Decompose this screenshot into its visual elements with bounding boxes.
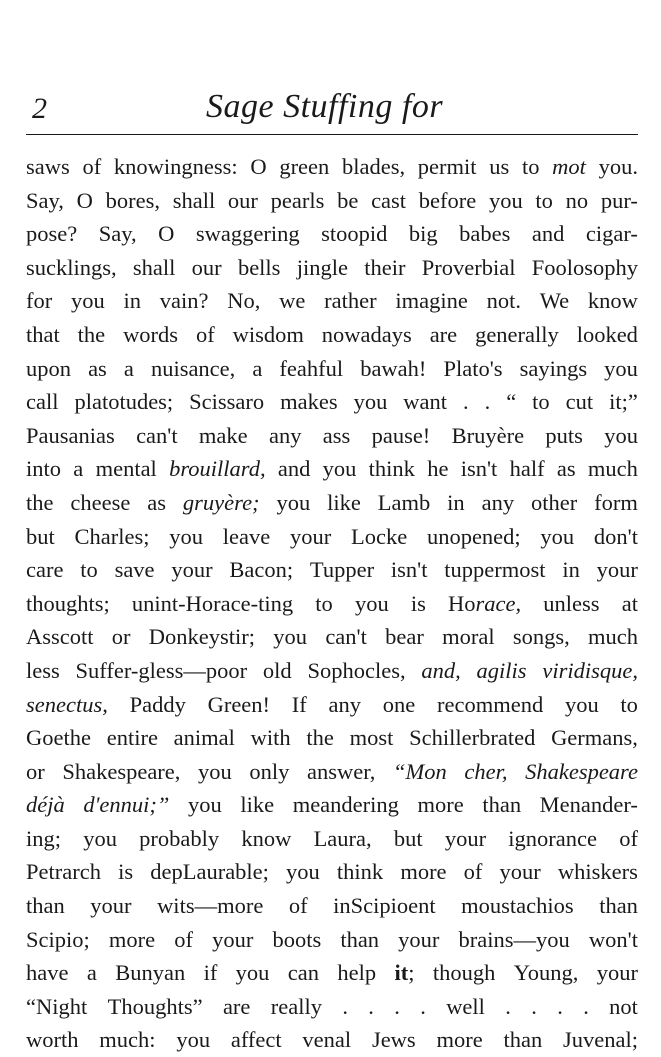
word: . [368,993,374,1019]
word: unopened; [426,523,521,549]
text-line [26,654,638,688]
word: the [26,489,54,515]
word: but [26,523,55,549]
word: can't [136,422,178,448]
word: upon [26,355,71,381]
word: permit [417,154,477,179]
word: your [289,523,332,549]
word: your [171,557,213,583]
text-line [26,889,638,923]
word: you [322,456,357,482]
word: call [26,389,59,415]
word: senectus, [26,691,108,717]
word: Lamb [377,489,431,515]
word: of [288,893,308,919]
word: of [195,321,215,347]
text-line [26,788,638,822]
word: won't [588,926,638,952]
word: nowadays [321,321,412,347]
word: pearls [270,187,325,213]
word: want [403,389,448,415]
word: imagine [395,288,468,314]
word: more [417,792,464,818]
word: our [191,254,222,280]
word: brouillard, [169,456,266,482]
word: nuisance, [150,355,236,381]
word: it; [394,960,415,986]
word: than [26,893,65,919]
word: Shakespeare, [62,758,181,784]
word: to [620,691,638,717]
word: Young, [513,960,579,986]
word: isn't [460,456,498,482]
word: you [354,590,389,616]
word: of [174,926,193,952]
word: bores, [105,187,160,213]
word: you [276,489,311,515]
word: recommend [436,691,544,717]
word: less [26,657,60,683]
word: for [26,288,53,314]
word: not [609,993,638,1019]
word: other [531,489,578,515]
word: than [503,1027,543,1053]
word: . [484,389,491,415]
word: think [336,859,384,885]
word: big [408,221,438,247]
word: wits—more [157,893,264,919]
word: green [279,154,330,179]
word: “Mon [393,758,447,784]
word: and [277,456,311,482]
word: most [349,725,394,751]
word: . [394,993,400,1019]
running-title: Sage Stuffing for [206,88,444,125]
word: more [400,859,447,885]
text-line [26,251,638,285]
word: of [82,154,102,179]
text-line [26,385,638,419]
word: . [505,993,511,1019]
word: platotudes; [74,389,174,415]
text-line [26,217,638,251]
word: gruyère; [182,489,260,515]
word: Laura, [313,825,372,851]
word: save [114,557,155,583]
word: one [382,691,416,717]
word: before [418,187,477,213]
text-line [26,755,638,789]
word: mot [552,154,586,179]
word: depLaurable; [150,859,269,885]
word: bear [385,624,424,650]
word: of [463,859,483,885]
word: . [342,993,348,1019]
word: cheese [70,489,131,515]
word: to [315,590,333,616]
text-line [26,352,638,386]
word: if [203,960,218,986]
word: Plato's [443,355,503,381]
text-line [26,620,638,654]
word: O [76,187,93,213]
word: . [583,993,589,1019]
word: your [596,557,638,583]
word: can [287,960,320,986]
word: inScipioent [333,893,436,919]
word: whiskers [557,859,638,885]
word: Say, [26,187,64,213]
word: your [444,825,487,851]
word: probably [139,825,220,851]
word: Locke [350,523,408,549]
word: Bruyère [451,422,525,448]
word: boots [272,926,322,952]
word: pause! [371,422,431,448]
word: leave [222,523,271,549]
word: If [291,691,307,717]
word: cigar- [585,221,638,247]
text-line [26,956,638,990]
word: as [88,355,107,381]
word: agilis [476,657,527,683]
word: Paddy [129,691,186,717]
word: you [198,758,232,784]
word: vain? [159,288,209,314]
word: their [364,254,406,280]
word: ass [322,422,351,448]
word: O [158,221,175,247]
word: animal [173,725,235,751]
word: don't [593,523,638,549]
word: shall [172,187,216,213]
word: and, [421,657,461,683]
word: Petrarch [26,859,101,885]
text-line [26,688,638,722]
word: or [111,624,131,650]
word: a [252,355,263,381]
word: he [427,456,449,482]
word: you [235,960,270,986]
body-text [26,150,638,1057]
word: care [26,557,64,583]
word: your [499,859,541,885]
word: d'ennui;” [83,792,170,818]
word: much [587,456,638,482]
word: not. [486,288,521,314]
word: is [118,859,134,885]
text-line [26,318,638,352]
text-line [26,553,638,587]
word: unless [543,590,600,616]
word: you [564,691,599,717]
word: O [250,154,267,179]
word: like [240,792,275,818]
word: stoopid [321,221,388,247]
word: sayings [519,355,588,381]
word: of [619,825,638,851]
text-line [26,184,638,218]
word: Bacon; [229,557,294,583]
word: any [481,489,515,515]
word: Menander- [539,792,638,818]
word: into [26,456,62,482]
word: as [556,456,576,482]
word: you. [598,154,638,179]
word: pose? [26,221,78,247]
word: than [340,926,380,952]
word: or [26,758,45,784]
word: it;” [609,389,638,415]
word: Sophocles, [307,657,406,683]
word: cut [565,389,594,415]
word: generally [475,321,559,347]
word: tuppermost [444,557,546,583]
word: your [212,926,254,952]
text-line [26,822,638,856]
word: Scissaro [189,389,265,415]
word: you [540,523,575,549]
word: to [535,187,553,213]
word: have [26,960,69,986]
text-line [26,1023,638,1057]
word: us [489,154,510,179]
word: Suffer-gless—poor [75,657,248,683]
word: cher, [464,758,508,784]
word: a [123,355,134,381]
word: ing; [26,825,62,851]
word: . [557,993,563,1019]
word: that [26,321,60,347]
word: Proverbial [421,254,516,280]
word: “ [506,389,517,415]
word: swaggering [195,221,300,247]
word: old [262,657,292,683]
word: and [531,221,565,247]
word: moral [442,624,495,650]
word: blades, [341,154,406,179]
word: jingle [296,254,348,280]
word: mental [95,456,157,482]
word: Donkeystir; [148,624,256,650]
word: “Night [26,993,88,1019]
word: you [188,792,222,818]
word: are [222,993,251,1019]
word: any [268,422,302,448]
word: help [337,960,377,986]
word: bells [237,254,281,280]
word: you [604,422,638,448]
word: well [446,993,485,1019]
word: knowingness: [113,154,238,179]
word: no [565,187,589,213]
word: at [621,590,638,616]
word: you [286,859,320,885]
word: wisdom [232,321,304,347]
word: Thoughts” [107,993,203,1019]
page-header [26,84,638,135]
word: worth [26,1027,79,1053]
word: ignorance [508,825,597,851]
word: in [562,557,580,583]
word: Germans, [551,725,638,751]
text-line [26,452,638,486]
text-line [26,923,638,957]
word: No, [227,288,261,314]
word: think [368,456,415,482]
word: more [436,1027,483,1053]
word: any [328,691,362,717]
word: We [539,288,570,314]
word: a [73,456,84,482]
word: Green! [207,691,271,717]
word: we [279,288,306,314]
text-line [26,587,638,621]
word: affect [230,1027,282,1053]
word: to [80,557,98,583]
word: puts [545,422,583,448]
word: to [521,154,540,179]
word: Say, [98,221,137,247]
word: is [410,590,426,616]
word: entire [106,725,158,751]
word: makes [280,389,338,415]
word: pur- [600,187,638,213]
word: only [249,758,290,784]
word: the [77,321,106,347]
word: know [241,825,292,851]
word: your [398,926,440,952]
word: Juvenal; [563,1027,638,1053]
word: more [108,926,156,952]
word: cast [371,187,407,213]
word: your [90,893,132,919]
text-line [26,520,638,554]
word: Asscott [26,624,94,650]
word: with [250,725,291,751]
word: venal [302,1027,352,1053]
word: be [337,187,359,213]
word: Scipio; [26,926,90,952]
word: words [123,321,179,347]
word: much [588,624,638,650]
word: really [270,993,322,1019]
word: unint-Horace-ting [131,590,294,616]
word: you [488,187,523,213]
word: can't [325,624,367,650]
word: Bunyan [115,960,186,986]
word: feahful [279,355,344,381]
word: thoughts; [26,590,110,616]
word: you [83,825,117,851]
word: Charles; [74,523,150,549]
word: songs, [512,624,570,650]
word: shall [132,254,176,280]
word: in [123,288,142,314]
text-line [26,419,638,453]
word: Goethe [26,725,91,751]
text-line [26,150,638,184]
word: Pausanias [26,422,115,448]
word: bawah! [360,355,427,381]
word: isn't [390,557,428,583]
word: than [482,792,522,818]
word: your [596,960,638,986]
page-number: 2 [32,92,47,125]
word: much: [99,1027,156,1053]
word: know [587,288,638,314]
word: . [463,389,469,415]
word: meandering [292,792,399,818]
word: to [532,389,550,415]
text-line [26,486,638,520]
word: . [420,993,426,1019]
word: . [531,993,537,1019]
text-line [26,284,638,318]
word: make [198,422,248,448]
word: half [509,456,545,482]
word: rather [324,288,377,314]
word: you [604,355,638,381]
word: babes [459,221,511,247]
word: saws [26,154,70,179]
word: Tupper [309,557,375,583]
word: you [176,1027,211,1053]
word: you [273,624,308,650]
word: Shakespeare [525,758,638,784]
word: but [393,825,423,851]
word: our [227,187,258,213]
word: a [86,960,97,986]
word: you [71,288,105,314]
word: answer, [306,758,376,784]
text-line [26,721,638,755]
word: Horace, [448,590,522,616]
word: you [353,389,388,415]
word: are [429,321,458,347]
word: in [447,489,465,515]
word: Foolosophy [531,254,638,280]
word: moustachios [461,893,574,919]
word: you [169,523,203,549]
word: as [147,489,167,515]
word: déjà [26,792,65,818]
text-line [26,855,638,889]
word: viridisque, [542,657,638,683]
word: though [432,960,496,986]
word: than [599,893,638,919]
word: like [327,489,361,515]
word: looked [576,321,638,347]
word: brains—you [458,926,570,952]
word: Schillerbrated [409,725,536,751]
word: form [594,489,638,515]
word: Jews [371,1027,416,1053]
word: sucklings, [26,254,117,280]
word: the [306,725,334,751]
text-line [26,990,638,1024]
